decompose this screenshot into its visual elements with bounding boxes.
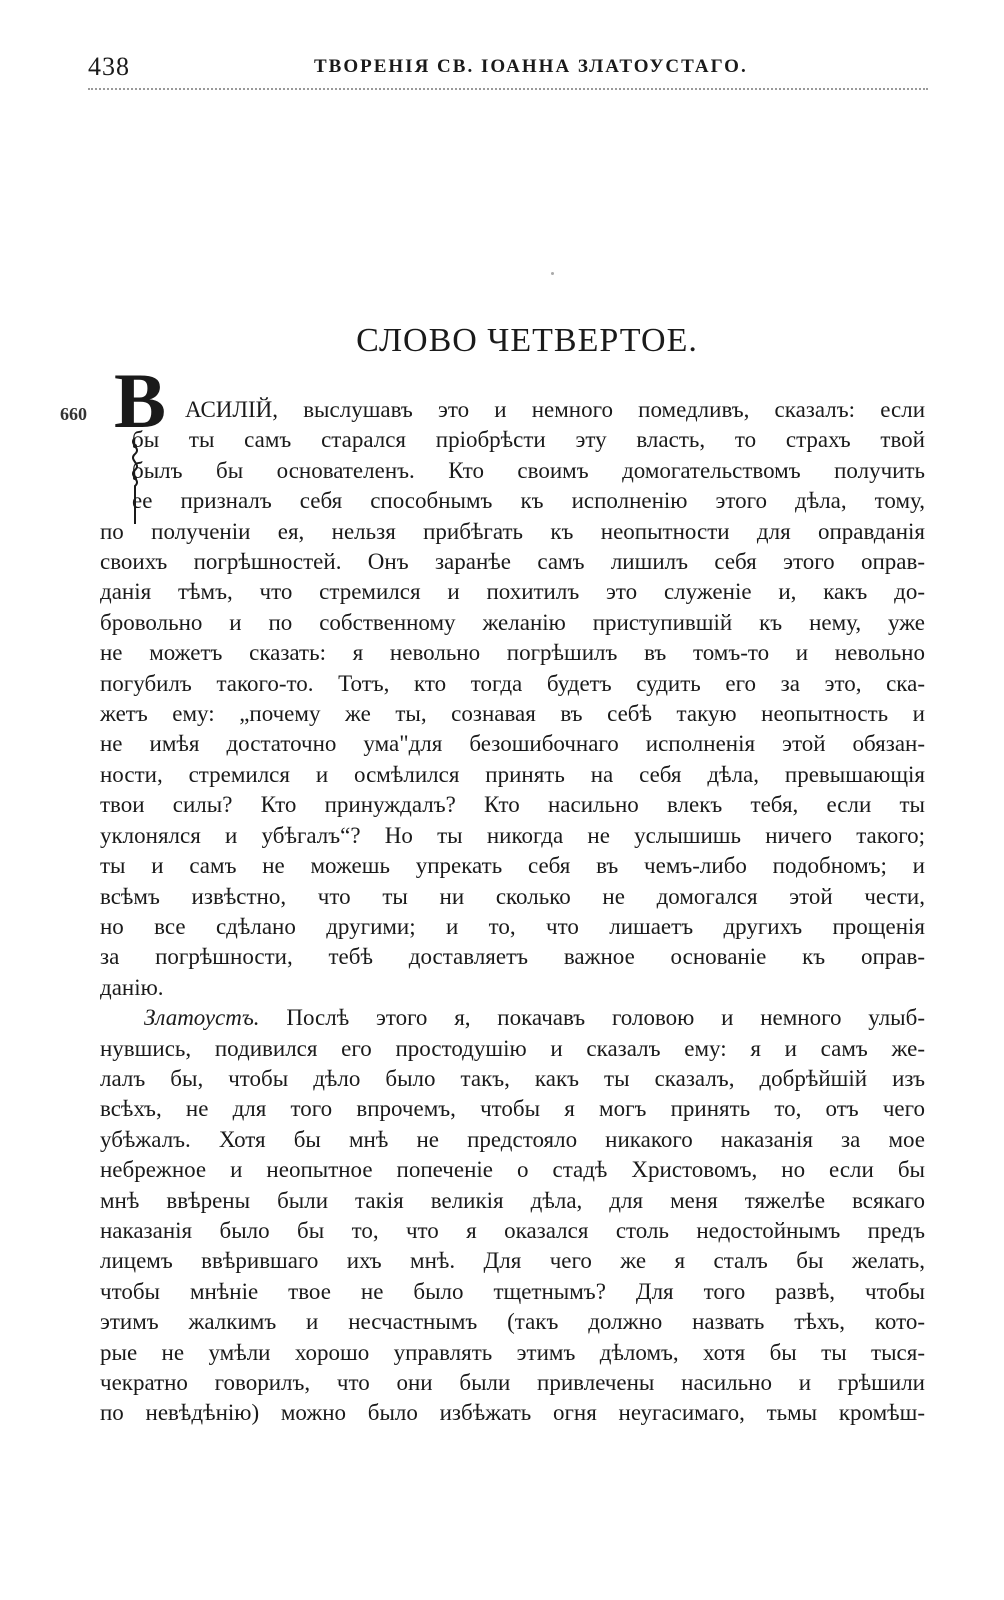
speaker-name: Златоустъ. xyxy=(144,1005,260,1031)
text-line: былъ бы основателенъ. Кто своимъ домогательствомъ получить xyxy=(132,457,925,483)
text-line: жетъ ему: „почему же ты, сознавая въ себѣ такую неопытность и xyxy=(100,701,925,727)
text-line: твои силы? Кто принуждалъ? Кто насильно влекъ тебя, если ты xyxy=(100,792,925,818)
text-line: лицемъ ввѣрившаго ихъ мнѣ. Для чего же я сталъ бы желать, xyxy=(100,1248,925,1274)
text-line: бровольно и по собственному желанію приступившій къ нему, уже xyxy=(100,609,925,635)
text-line: чтобы мнѣніе твое не было тщетнымъ? Для того развѣ, чтобы xyxy=(100,1278,925,1304)
text-line: по полученіи ея, нельзя прибѣгать къ неопытности для оправданія xyxy=(100,518,925,544)
text-line: не имѣя достаточно ума"для безошибочнаго исполненія этой обязан- xyxy=(100,731,925,757)
text-line: своихъ погрѣшностей. Онъ заранѣе самъ лишилъ себя этого оправ- xyxy=(100,549,925,575)
text-line: данію. xyxy=(100,974,164,1000)
text-line: всѣхъ, не для того впрочемъ, чтобы я могъ принять то, отъ чего xyxy=(100,1096,925,1122)
text-line: всѣмъ извѣстно, что ты ни сколько не домогался этой чести, xyxy=(100,883,925,909)
text-line: данія тѣмъ, что стремился и похитилъ это служеніе и, какъ до- xyxy=(100,579,925,605)
margin-number: 660 xyxy=(60,404,87,424)
text-line: рые не умѣли хорошо управлять этимъ дѣломъ, хотя бы ты тыся- xyxy=(100,1339,925,1365)
text-line: уклонялся и убѣгалъ“? Но ты никогда не услышишь ничего такого; xyxy=(100,822,925,848)
text-line: лалъ бы, чтобы дѣло было такъ, какъ ты сказалъ, добрѣйшій изъ xyxy=(100,1065,925,1091)
header-rule xyxy=(88,88,928,90)
text-line: нувшись, подивился его простодушію и сказалъ ему: я и самъ же- xyxy=(100,1035,925,1061)
text-line: за погрѣшности, тебѣ доставляетъ важное основаніе къ оправ- xyxy=(100,944,925,970)
page-number: 438 xyxy=(88,52,130,81)
text-line: погубилъ такого-то. Тотъ, кто тогда будетъ судить его за это, ска- xyxy=(100,670,925,696)
text-line: ты и самъ не можешь упрекать себя въ чемъ-либо подобномъ; и xyxy=(100,853,925,879)
section-title: СЛОВО ЧЕТВЕРТОЕ. xyxy=(356,322,698,359)
text-line: наказанія было бы то, что я оказался столь недостойнымъ предъ xyxy=(100,1217,925,1243)
text-line: мнѣ ввѣрены были такія великія дѣла, для меня тяжелѣе всякаго xyxy=(100,1187,925,1213)
running-title: ТВОРЕНІЯ СВ. ІОАННА ЗЛАТОУСТАГО. xyxy=(314,56,748,77)
drop-cap-letter: В xyxy=(114,357,167,444)
text-line: не можетъ сказать: я невольно погрѣшилъ въ томъ-то и невольно xyxy=(100,640,925,666)
body-text xyxy=(100,395,925,1429)
text-line: чекратно говорилъ, что они были привлечены насильно и грѣшили xyxy=(100,1370,925,1395)
text-line: но все сдѣлано другими; и то, что лишаетъ другихъ прощенія xyxy=(100,913,925,939)
paragraph-start xyxy=(100,1003,925,1033)
text-line: Послѣ этого я, покачавъ головою и немного улыб- xyxy=(259,1005,925,1031)
text-line: бы ты самъ старался пріобрѣсти эту власть, то страхъ твой xyxy=(132,427,925,453)
text-line: по невѣдѣнію) можно было избѣжать огня неугасимаго, тьмы кромѣш- xyxy=(100,1400,925,1426)
text-line: небрежное и неопытное попеченіе о стадѣ Христовомъ, но если бы xyxy=(100,1157,925,1183)
running-head xyxy=(88,52,928,84)
print-speck xyxy=(551,272,554,275)
text-line: ности, стремился и осмѣлился принять на себя дѣла, превышающія xyxy=(100,761,925,787)
text-line: АСИЛІЙ, выслушавъ это и немного помедливъ, сказалъ: если xyxy=(185,397,925,422)
text-line: убѣжалъ. Хотя бы мнѣ не предстояло никакого наказанія за мое xyxy=(100,1126,925,1152)
text-line: ее призналъ себя способнымъ къ исполненію этого дѣла, тому, xyxy=(132,488,925,514)
text-line: этимъ жалкимъ и несчастнымъ (такъ должно назвать тѣхъ, кото- xyxy=(100,1309,925,1335)
